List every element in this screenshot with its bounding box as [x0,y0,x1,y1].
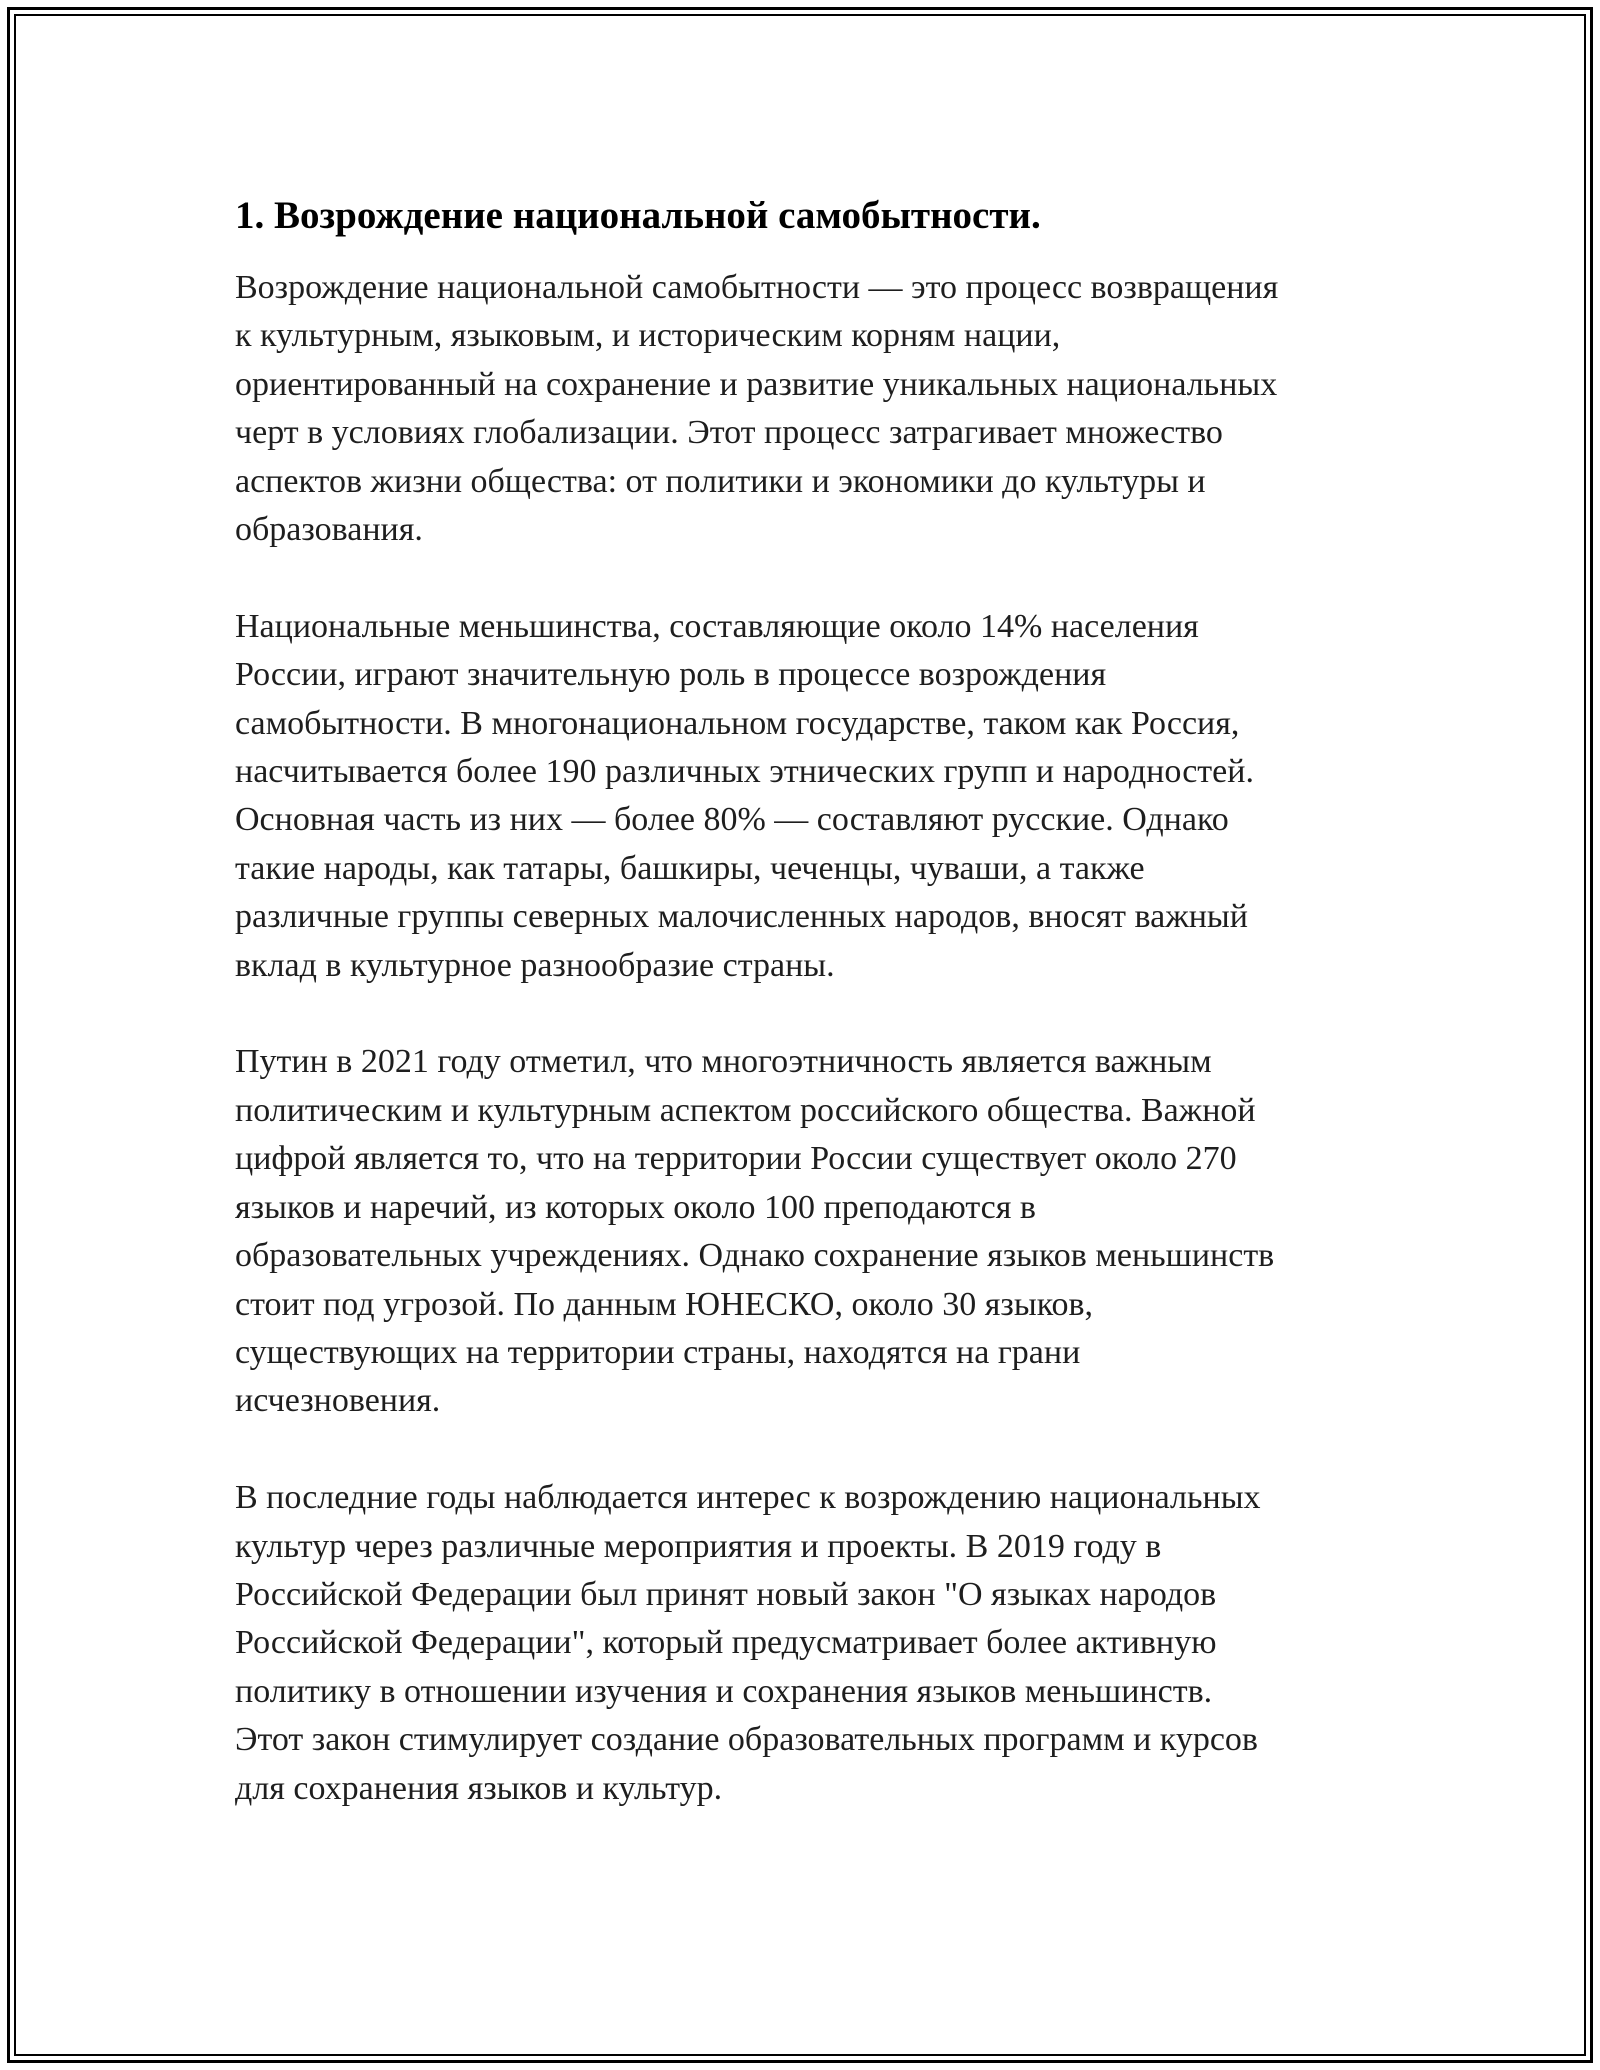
paragraph-1: Возрождение национальной самобытности — это процесс возвращения к культурным, языковым, и историческим корням нации, ориентированный на сохранение и развитие уникальных национальных черт в условиях глобализации. Этот процесс затрагивает множество аспектов жизни общества: от политики и экономики до культуры и образования. [235,269,1279,549]
section-heading: 1. Возрождение национальной самобытности. [235,194,1041,237]
paragraph-4: В последние годы наблюдается интерес к возрождению национальных культур через различные мероприятия и проекты. В 2019 году в Российской Федерации был принят новый закон "О языках народов Российской Федерации", который предусматривает более активную политику в отношении изучения и сохранения языков меньшинств. Этот закон стимулирует создание образовательных программ и курсов для сохранения языков и культур. [235,1479,1261,1807]
document-body [235,188,1385,1813]
paragraph-2: Национальные меньшинства, составляющие около 14% населения России, играют значительную роль в процессе возрождения самобытности. В многонациональном государстве, таком как Россия, насчитывается более 190 различных этнических групп и народностей. Основная часть из них — более 80% — составляют русские. Однако такие народы, как татары, башкиры, чеченцы, чуваши, а также различные группы северных малочисленных народов, вносят важный вклад в культурное разнообразие страны. [235,607,1254,984]
paragraph-3: Путин в 2021 году отметил, что многоэтничность является важным политическим и культурным аспектом российского общества. Важной цифрой является то, что на территории России существует около 270 языков и наречий, из которых около 100 преподаются в образовательных учреждениях. Однако сохранение языков меньшинств стоит под угрозой. По данным ЮНЕСКО, около 30 языков, существующих на территории страны, находятся на грани исчезновения. [235,1043,1275,1420]
